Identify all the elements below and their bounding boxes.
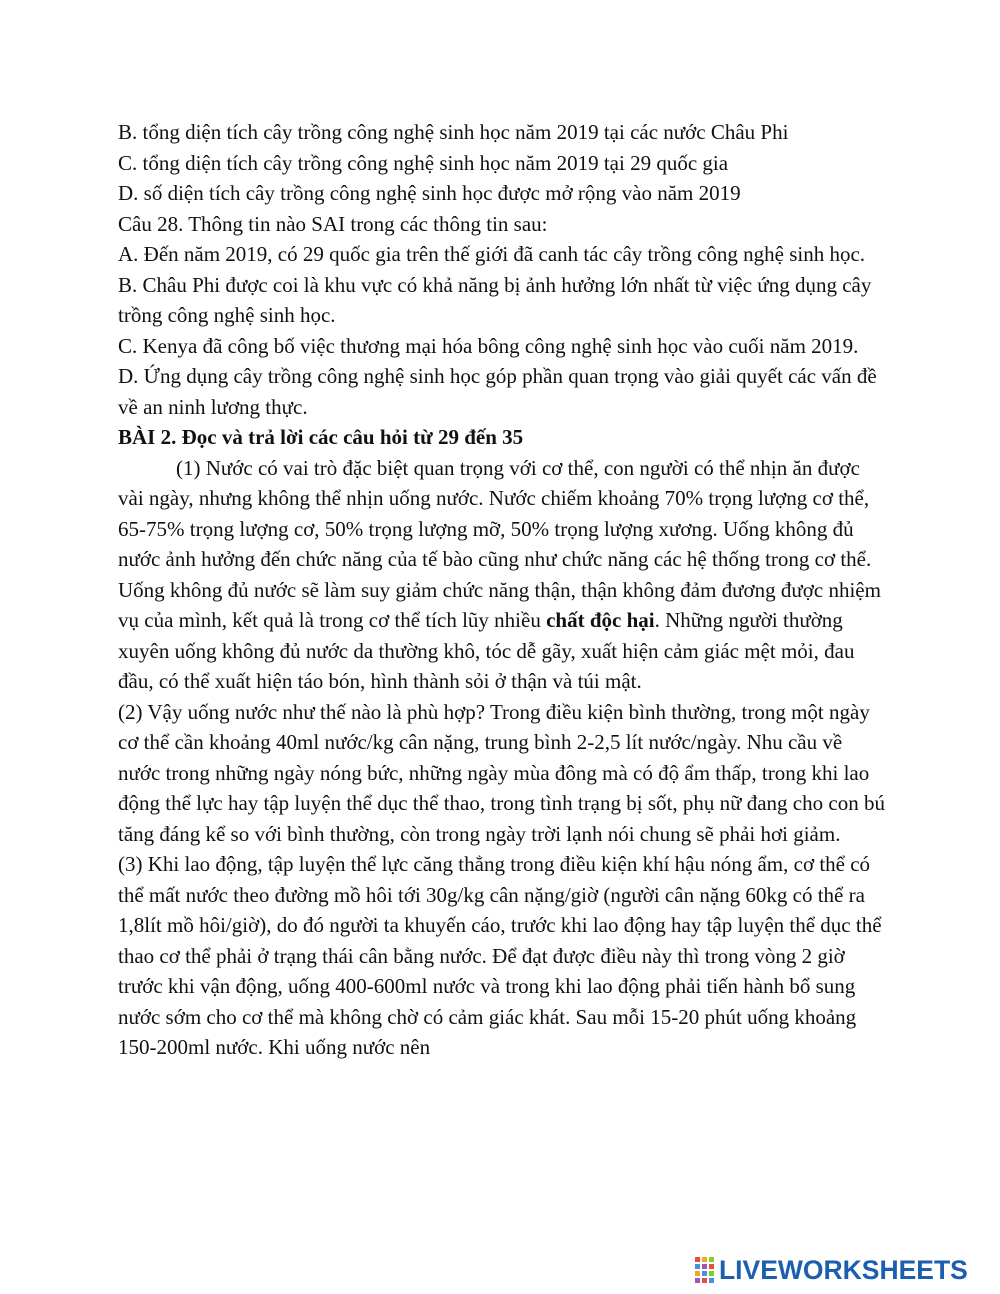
paragraph-1-text-b: . Những người thường xuyên uống không đủ nước da thường khô, tóc dễ gãy, xuất hiện cảm giác mệt mỏi, đau đầu, có thể xuất hiện táo bón, hình thành sỏi ở thận và túi mật. (118, 608, 855, 693)
q28-option-d: D. Ứng dụng cây trồng công nghệ sinh học góp phần quan trọng vào giải quyết các vấn đề về an ninh lương thực. (118, 364, 877, 419)
document-body (118, 117, 888, 1063)
option-c-line: C. tổng diện tích cây trồng công nghệ sinh học năm 2019 tại 29 quốc gia (118, 150, 729, 175)
liveworksheets-logo (694, 1255, 968, 1285)
liveworksheets-logo-icon (694, 1256, 716, 1284)
option-b-line: B. tổng diện tích cây trồng công nghệ sinh học năm 2019 tại các nước Châu Phi (118, 120, 789, 144)
paragraph-1 (118, 453, 888, 697)
paragraph-2: (2) Vậy uống nước như thế nào là phù hợp? Trong điều kiện bình thường, trong một ngày cơ thể cần khoảng 40ml nước/kg cân nặng, trung bình 2-2,5 lít nước/ngày. Nhu cầu về nước trong những ngày nóng bức, những ngày mùa đông mà có độ ẩm thấp, trong khi lao động thể lực hay tập luyện thể dục thể thao, trong tình trạng bị sốt, phụ nữ đang cho con bú tăng đáng kể so với bình thường, còn trong ngày trời lạnh nói chung sẽ phải hơi giảm. (118, 699, 885, 846)
option-d-line: D. số diện tích cây trồng công nghệ sinh học được mở rộng vào năm 2019 (118, 181, 741, 205)
section-heading: BÀI 2. Đọc và trả lời các câu hỏi từ 29 đến 35 (118, 425, 524, 449)
q28-option-b: B. Châu Phi được coi là khu vực có khả năng bị ảnh hưởng lớn nhất từ việc ứng dụng cây trồng công nghệ sinh học. (118, 272, 872, 327)
liveworksheets-logo-text: LIVEWORKSHEETS (719, 1255, 968, 1285)
question-28: Câu 28. Thông tin nào SAI trong các thông tin sau: (118, 211, 548, 236)
paragraph-3: (3) Khi lao động, tập luyện thể lực căng thẳng trong điều kiện khí hậu nóng ẩm, cơ thể có thể mất nước theo đường mồ hôi tới 30g/kg cân nặng/giờ (người cân nặng 60kg có thể ra 1,8lít mồ hôi/giờ), do đó người ta khuyến cáo, trước khi lao động hay tập luyện thể dục thể thao cơ thể phải ở trạng thái cân bằng nước. Để đạt được điều này thì trong vòng 2 giờ trước khi vận động, uống 400-600ml nước và trong khi lao động phải tiến hành bổ sung nước sớm cho cơ thể mà không chờ có cảm giác khát. Sau mỗi 15-20 phút uống khoảng 150-200ml nước. Khi uống nước nên (118, 852, 882, 1059)
q28-option-c: C. Kenya đã công bố việc thương mại hóa bông công nghệ sinh học vào cuối năm 2019. (118, 333, 859, 358)
paragraph-1-text-a: (1) Nước có vai trò đặc biệt quan trọng với cơ thể, con người có thể nhịn ăn được vài ngày, nhưng không thể nhịn uống nước. Nước chiếm khoảng 70% trọng lượng cơ thể, 65-75% trọng lượng cơ, 50% trọng lượng mỡ, 50% trọng lượng xương. Uống không đủ nước ảnh hưởng đến chức năng của tế bào cũng như chức năng các hệ thống trong cơ thể. Uống không đủ nước sẽ làm suy giảm chức năng thận, thận không đảm đương được nhiệm vụ của mình, kết quả là trong cơ thể tích lũy nhiều (118, 455, 881, 632)
paragraph-1-bold-term: chất độc hại (546, 608, 655, 632)
q28-option-a: A. Đến năm 2019, có 29 quốc gia trên thế giới đã canh tác cây trồng công nghệ sinh học. (118, 242, 866, 266)
